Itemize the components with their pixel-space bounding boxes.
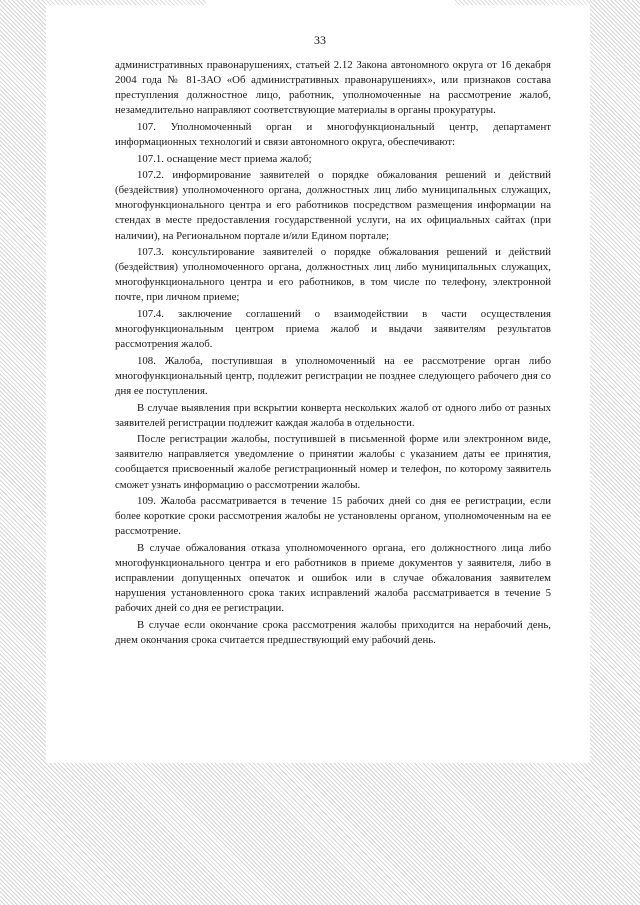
scan-border-bottom xyxy=(0,763,640,905)
paragraph-109-refusal: В случае обжалования отказа уполномоченного органа, его должностного лица либо многофункционального центра и его работников в приеме документов у заявителя, либо в исправлении допущенных опечаток и ошибок или в случае обжалования заявителем нарушения установленного срока таких исправлений жалоба рассматривается в течение 5 рабочих дней со дня ее регистрации. xyxy=(115,541,551,615)
paragraph-107-3: 107.3. консультирование заявителей о порядке обжалования решений и действий (бездействия) уполномоченного органа, должностных лиц либо муниципальных служащих, многофункционального центра и его работников, в том числе по телефону, электронной почте, при личном приеме; xyxy=(115,246,551,304)
paragraph-107-4: 107.4. заключение соглашений о взаимодействии в части осуществления многофункциональным центром приема жалоб и выдачи заявителям результатов рассмотрения жалоб. xyxy=(115,308,551,351)
document-body xyxy=(115,58,551,650)
paragraph-108: 108. Жалоба, поступившая в уполномоченный на ее рассмотрение орган либо многофункциональный центр, подлежит регистрации не позднее следующего рабочего дня со дня ее поступления. xyxy=(115,354,551,397)
paragraph-108-multiple-complaints: В случае выявления при вскрытии конверта нескольких жалоб от одного либо от разных заявителей регистрации подлежит каждая жалоба в отдельности. xyxy=(115,401,551,429)
scan-border-top-left xyxy=(46,0,206,5)
paragraph-continuation: административных правонарушениях, статьей 2.12 Закона автономного округа от 16 декабря 2004 года № 81-ЗАО «Об административных правонарушениях», или признаков состава преступления должностное лицо, работник, уполномоченные на рассмотрение жалоб, незамедлительно направляют соответствующие материалы в органы прокуратуры. xyxy=(115,59,551,117)
paragraph-107-1: 107.1. оснащение мест приема жалоб; xyxy=(137,152,312,165)
paragraph-108-notification: После регистрации жалобы, поступившей в письменной форме или электронном виде, заявителю направляется уведомление о принятии жалобы с указанием даты ее принятия, сообщается присвоенный жалобе регистрационный номер и телефон, по которому заявитель сможет узнать информацию о рассмотрении жалобы. xyxy=(115,433,551,491)
paragraph-107: 107. Уполномоченный орган и многофункциональный центр, департамент информационных технологий и связи автономного округа, обеспечивают: xyxy=(115,120,551,148)
scan-border-top-right xyxy=(455,0,590,5)
page-number: 33 xyxy=(314,33,326,47)
paragraph-107-2: 107.2. информирование заявителей о порядке обжалования решений и действий (бездействия) уполномоченного органа, должностных лиц либо муниципальных служащих, многофункционального центра и его работников посредством размещения информации на стендах в месте предоставления государственной услуги, на их официальных сайтах (при наличии), на Региональном портале и/или Едином портале; xyxy=(115,169,551,242)
paragraph-109-non-working-day: В случае если окончание срока рассмотрения жалобы приходится на нерабочий день, днем окончания срока считается предшествующий ему рабочий день. xyxy=(115,618,551,646)
paragraph-109: 109. Жалоба рассматривается в течение 15 рабочих дней со дня ее регистрации, если более короткие сроки рассмотрения жалобы не установлены органом, уполномоченным на ее рассмотрение. xyxy=(115,495,551,538)
